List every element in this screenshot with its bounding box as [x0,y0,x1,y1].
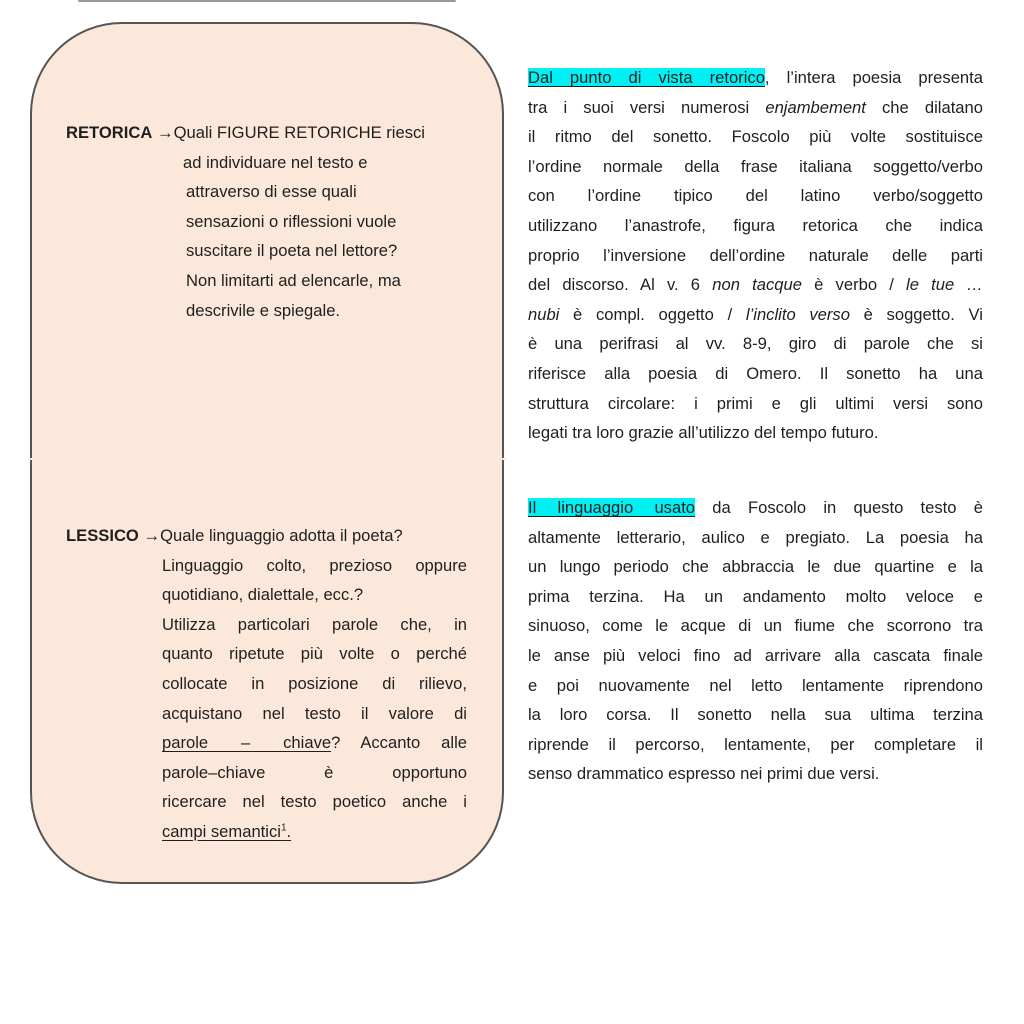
text: che dilatano [865,97,983,117]
period: . [286,821,292,841]
text-line: altamente letterario, aulico e pregiato. La poesia ha [528,527,983,547]
text-line: senso drammatico espresso nei primi due versi. [528,764,880,784]
retorica-line: Non limitarti ad elencarle, ma [186,270,401,290]
text-line: l’ordine normale della frase italiana soggetto/verbo [528,156,983,176]
lessico-line: Linguaggio colto, prezioso oppure [162,555,467,575]
lessico-text: ? Accanto alle [331,733,467,753]
paragraph-language [528,493,983,789]
top-rule [78,0,456,2]
arrow-right-icon: → [156,123,174,142]
text-line: un lungo periodo che abbraccia le due quartine e la [528,557,983,577]
text: è compl. oggetto / [559,304,746,324]
lessico-row-1 [66,521,486,551]
text-line: proprio l’inversione dell’ordine naturale delle parti [528,245,983,265]
keywords-term: parole – chiave [162,733,332,753]
lessico-line: ricercare nel testo poetico anche i [162,792,467,812]
italic-term: nubi [528,304,560,324]
lessico-label: LESSICO [66,526,139,545]
highlighted-heading: Il linguaggio usato [528,498,696,517]
retorica-line: sensazioni o riflessioni vuole [186,211,397,231]
lessico-line: Quale linguaggio adotta il poeta? [160,526,403,545]
paragraph-rhetoric [528,63,983,448]
arrow-right-icon: → [143,526,161,545]
text: è soggetto. Vi [849,304,983,324]
text-line: e poi nuovamente nel letto lentamente riprendono [528,675,983,695]
italic-term: le tue … [906,275,983,295]
retorica-line: ad individuare nel testo e [183,152,368,172]
text-line [528,93,983,123]
text: , l’intera poesia presenta [764,68,983,87]
text: tra i suoi versi numerosi [528,97,766,117]
text-line: sinuoso, come le acque di un fiume che scorrono tra [528,616,983,636]
italic-term: enjambement [765,97,866,117]
lessico-block [66,521,486,847]
box-seam [28,458,506,460]
retorica-row-1 [66,118,486,148]
text: da Foscolo in questo testo è [695,498,983,517]
text-line: con l’ordine tipico del latino verbo/soggetto [528,186,983,206]
text-line: riferisce alla poesia di Omero. Il sonetto ha una [528,363,983,383]
text-line: riprende il percorso, lentamente, per completare il [528,734,983,754]
text: del discorso. Al v. 6 [528,275,713,295]
italic-term: l’inclito verso [745,304,850,324]
lessico-line: collocate in posizione di rilievo, [162,673,467,693]
text-line: struttura circolare: i primi e gli ultimi versi sono [528,393,983,413]
text: è verbo / [801,275,907,295]
lessico-line: Utilizza particolari parole che, in [162,614,467,634]
highlighted-heading: Dal punto di vista retorico [528,68,765,87]
text-line: il ritmo del sonetto. Foscolo più volte sostituisce [528,127,983,147]
text-line: le anse più veloci fino ad arrivare alla cascata finale [528,645,983,665]
retorica-label: RETORICA [66,123,153,142]
text-line [528,493,983,523]
italic-term: non tacque [712,275,802,295]
retorica-block [66,118,486,325]
semantic-fields-text: campi semantici [162,821,281,841]
text-line: legati tra loro grazie all’utilizzo del tempo futuro. [528,423,879,443]
text-line: è una perifrasi al vv. 8-9, giro di parole che si [528,334,983,354]
footnote-mark[interactable]: 1 [280,822,287,834]
retorica-line: descrivile e spiegale. [186,300,341,320]
semantic-fields-term [162,822,291,841]
text-line [528,270,983,300]
text-line: utilizzano l’anastrofe, figura retorica che indica [528,215,983,235]
lessico-line: acquistano nel testo il valore di [162,703,467,723]
retorica-line: suscitare il poeta nel lettore? [186,241,398,261]
text-line: la loro corsa. Il sonetto nella sua ultima terzina [528,705,983,725]
retorica-line: Quali FIGURE RETORICHE riesci [173,123,425,142]
text-line: prima terzina. Ha un andamento molto veloce e [528,586,983,606]
text-line [528,300,983,330]
lessico-line: parole–chiave è opportuno [162,762,467,782]
lessico-line-semantic-fields [162,817,467,847]
lessico-line-keywords [162,728,467,758]
lessico-line: quanto ripetute più volte o perché [162,644,467,664]
retorica-line: attraverso di esse quali [186,182,357,202]
lessico-line: quotidiano, dialettale, ecc.? [162,585,364,605]
text-line [528,63,983,93]
